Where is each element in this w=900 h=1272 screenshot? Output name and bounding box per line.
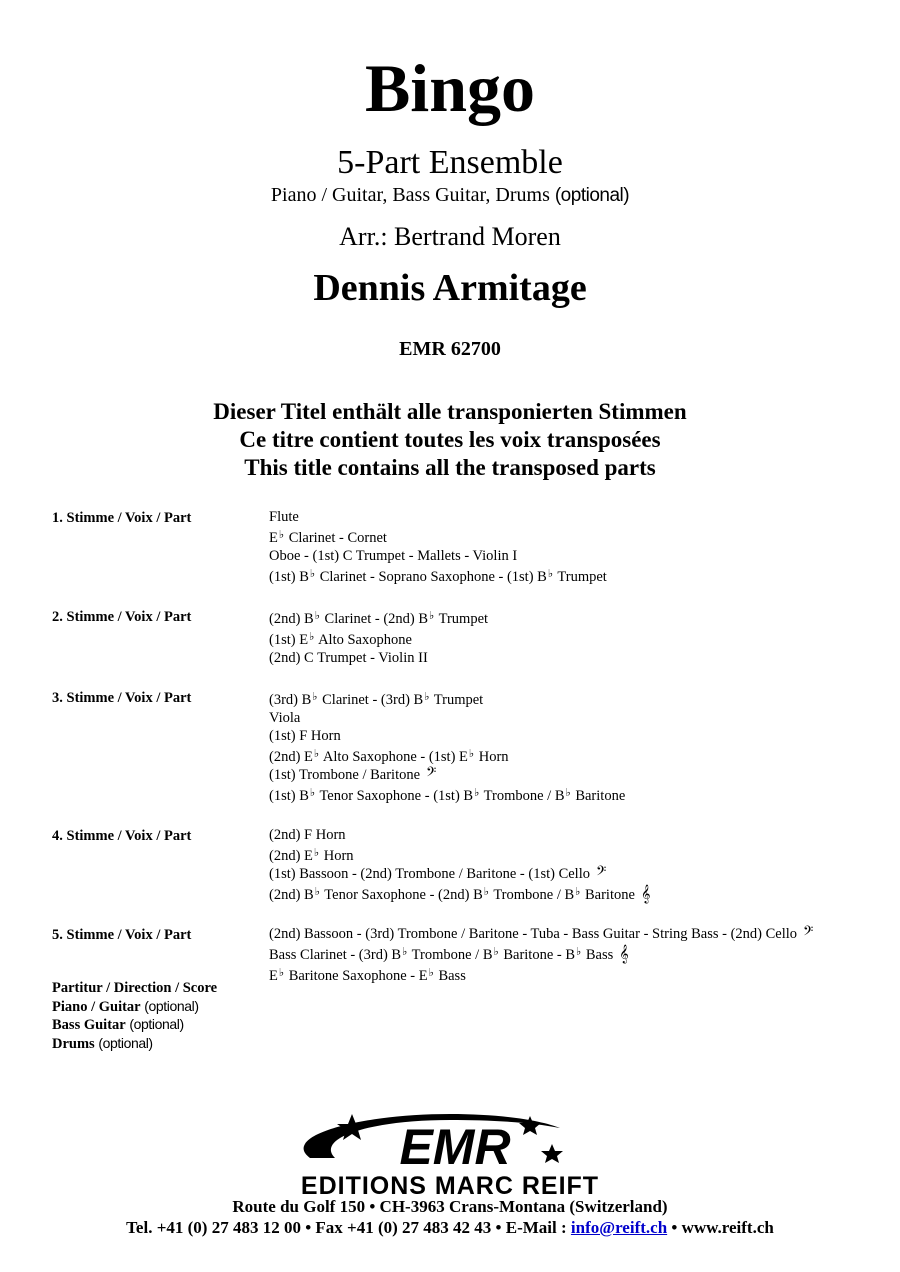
- instrumentation-line: [0, 183, 900, 208]
- flat-sign: ♭: [468, 748, 475, 760]
- star-icon: [541, 1144, 563, 1163]
- instrument-text: Baritone: [571, 788, 626, 804]
- instrument-text: Clarinet - (2nd) B: [320, 611, 429, 627]
- instrument-text: (1st) Trombone / Baritone: [269, 767, 421, 783]
- instrument-text: Baritone Saxophone - E: [285, 968, 428, 984]
- flat-sign: ♭: [428, 967, 434, 979]
- instrument-line: [269, 607, 872, 628]
- notice-english: This title contains all the transposed parts: [244, 455, 656, 480]
- instrument-line: [269, 943, 872, 964]
- page-title: Bingo: [364, 50, 536, 126]
- instrument-text: (2nd) E: [269, 848, 313, 864]
- flat-sign: ♭: [547, 568, 554, 580]
- score-drums-row: [52, 1035, 217, 1054]
- flat-sign: ♭: [312, 691, 318, 703]
- instrument-line: [269, 649, 872, 667]
- email-link[interactable]: info@reift.ch: [570, 1218, 668, 1237]
- part-group: [52, 826, 872, 904]
- instrument-text: Baritone: [581, 887, 635, 903]
- flat-sign: ♭: [278, 529, 285, 541]
- instrument-text: Trombone / B: [489, 887, 575, 903]
- instrument-line: [269, 508, 872, 526]
- star-icon: [519, 1116, 541, 1135]
- instrument-text: (1st) F Horn: [269, 728, 341, 744]
- instrument-line: [269, 784, 872, 805]
- flat-sign: ♭: [309, 568, 316, 580]
- part-instruments: [269, 925, 872, 985]
- part-label: 1. Stimme / Voix / Part: [52, 510, 192, 526]
- instrument-text: (2nd) B: [269, 887, 314, 903]
- instrument-text: (3rd) B: [269, 692, 312, 708]
- ensemble-subtitle: 5-Part Ensemble: [337, 144, 563, 181]
- part-group: [52, 508, 872, 586]
- score-bass-guitar: Bass Guitar: [52, 1017, 126, 1033]
- flat-sign: ♭: [493, 946, 499, 958]
- logo-publisher-name: EDITIONS MARC REIFT: [300, 1172, 600, 1196]
- score-piano: Piano / Guitar: [52, 998, 141, 1015]
- treble-clef-icon: 𝄞: [619, 946, 629, 963]
- instrument-line: [269, 964, 872, 985]
- instrument-text: Bass: [582, 947, 614, 963]
- score-list: [52, 980, 217, 1053]
- flat-sign: ♭: [309, 631, 315, 643]
- optional-tag: (optional): [98, 1034, 153, 1051]
- part-instruments: [269, 826, 872, 904]
- part-instruments: [269, 607, 872, 667]
- flat-sign: ♭: [575, 886, 581, 898]
- instrument-line: [269, 883, 872, 904]
- bass-clef-icon: 𝄢: [803, 925, 814, 942]
- flat-sign: ♭: [429, 610, 435, 622]
- part-instruments: [269, 688, 872, 805]
- flat-sign: ♭: [314, 886, 320, 898]
- bass-clef-icon: 𝄢: [596, 865, 607, 882]
- instrument-text: (2nd) B: [269, 611, 314, 627]
- instrument-text: Alto Saxophone - (1st) E: [320, 749, 468, 765]
- flat-sign: ♭: [424, 691, 430, 703]
- instrument-text: Tenor Saxophone - (1st) B: [316, 788, 474, 804]
- catalog-number: EMR 62700: [399, 338, 501, 360]
- instrument-line: [269, 865, 872, 883]
- instrument-text: (2nd) F Horn: [269, 827, 346, 843]
- instrument-text: Trumpet: [554, 569, 607, 585]
- instrument-text: (1st) B: [269, 788, 309, 804]
- part-group: [52, 607, 872, 667]
- transposed-parts-notice: [0, 398, 900, 482]
- instrument-line: [269, 688, 872, 709]
- flat-sign: ♭: [576, 946, 582, 958]
- instrument-line: [269, 766, 872, 784]
- treble-clef-icon: 𝄞: [640, 886, 651, 903]
- instrument-text: (1st) E: [269, 632, 309, 648]
- part-instruments: [269, 508, 872, 586]
- instrument-text: Horn: [475, 749, 509, 765]
- flat-sign: ♭: [565, 787, 571, 799]
- flat-sign: ♭: [483, 886, 489, 898]
- instrument-line: [269, 565, 872, 586]
- instrument-text: Trombone / B: [480, 788, 565, 804]
- notice-german: Dieser Titel enthält alle transponierten Stimmen: [213, 399, 687, 424]
- instrument-line: [269, 826, 872, 844]
- instrument-text: Clarinet - (3rd) B: [318, 692, 424, 708]
- flat-sign: ♭: [474, 787, 480, 799]
- instrument-line: [269, 709, 872, 727]
- optional-tag: (optional): [144, 997, 199, 1014]
- instrument-text: Alto Saxophone: [315, 632, 412, 648]
- instrument-line: [269, 727, 872, 745]
- composer: Dennis Armitage: [313, 267, 587, 309]
- flat-sign: ♭: [278, 967, 285, 979]
- bass-clef-icon: 𝄢: [426, 766, 437, 783]
- instrument-text: Tenor Saxophone - (2nd) B: [320, 887, 483, 903]
- flat-sign: ♭: [314, 610, 320, 622]
- instrument-text: (2nd) E: [269, 749, 313, 765]
- instrument-line: [269, 526, 872, 547]
- instrument-text: Trombone / B: [408, 947, 493, 963]
- logo-emr-text: EMR: [399, 1119, 511, 1175]
- score-label: Partitur / Direction / Score: [52, 980, 218, 996]
- instrument-line: [269, 925, 872, 943]
- parts-list: [52, 508, 872, 1006]
- arranger: Arr.: Bertrand Moren: [339, 222, 561, 251]
- instrument-line: [269, 547, 872, 565]
- score-bass-row: [52, 1016, 217, 1035]
- instrument-text: (1st) Bassoon - (2nd) Trombone / Baritone - (1st) Cello: [269, 866, 590, 882]
- publisher-contact: [0, 1217, 900, 1239]
- instrument-text: (2nd) C Trumpet - Violin II: [269, 650, 428, 666]
- part-label: 5. Stimme / Voix / Part: [52, 927, 192, 943]
- instrument-text: (2nd) Bassoon - (3rd) Trombone / Baritone - Tuba - Bass Guitar - String Bass - (2nd) Cello: [269, 926, 798, 942]
- instrument-text: E: [269, 530, 278, 546]
- instrument-line: [269, 745, 872, 766]
- instrumentation-text: Piano / Guitar, Bass Guitar, Drums: [270, 184, 550, 206]
- instrument-text: Flute: [269, 509, 299, 525]
- instrument-text: Clarinet - Soprano Saxophone - (1st) B: [316, 569, 547, 585]
- instrument-text: Bass Clarinet - (3rd) B: [269, 947, 402, 963]
- part-group: [52, 688, 872, 805]
- optional-tag: (optional): [129, 1016, 184, 1032]
- part-label: 4. Stimme / Voix / Part: [52, 828, 192, 844]
- flat-sign: ♭: [402, 946, 408, 958]
- score-piano-row: [52, 998, 217, 1017]
- instrument-text: Horn: [320, 848, 354, 864]
- contact-website: • www.reift.ch: [667, 1218, 774, 1237]
- publisher-address: Route du Golf 150 • CH-3963 Crans-Montana (Switzerland): [232, 1197, 668, 1216]
- instrument-text: (1st) B: [269, 569, 309, 585]
- instrument-text: Bass: [434, 968, 466, 984]
- instrument-line: [269, 628, 872, 649]
- part-group: [52, 925, 872, 985]
- instrument-text: Clarinet - Cornet: [285, 530, 387, 546]
- instrument-text: Trumpet: [430, 692, 484, 708]
- flat-sign: ♭: [313, 748, 320, 760]
- instrument-text: E: [269, 968, 278, 984]
- contact-phone-fax: Tel. +41 (0) 27 483 12 00 • Fax +41 (0) 27 483 42 43 • E-Mail :: [126, 1218, 571, 1237]
- score-drums: Drums: [52, 1035, 95, 1052]
- part-label: 3. Stimme / Voix / Part: [52, 690, 192, 706]
- instrumentation-optional: (optional): [554, 185, 630, 206]
- instrument-line: [269, 844, 872, 865]
- instrument-text: Viola: [269, 710, 301, 726]
- flat-sign: ♭: [313, 847, 320, 859]
- instrument-text: Baritone - B: [499, 947, 576, 963]
- part-label: 2. Stimme / Voix / Part: [52, 609, 192, 625]
- emr-logo: [240, 1106, 660, 1196]
- notice-french: Ce titre contient toutes les voix transposées: [239, 427, 661, 452]
- instrument-text: Oboe - (1st) C Trumpet - Mallets - Violin I: [269, 548, 518, 564]
- instrument-text: Trumpet: [435, 611, 489, 627]
- flat-sign: ♭: [309, 787, 316, 799]
